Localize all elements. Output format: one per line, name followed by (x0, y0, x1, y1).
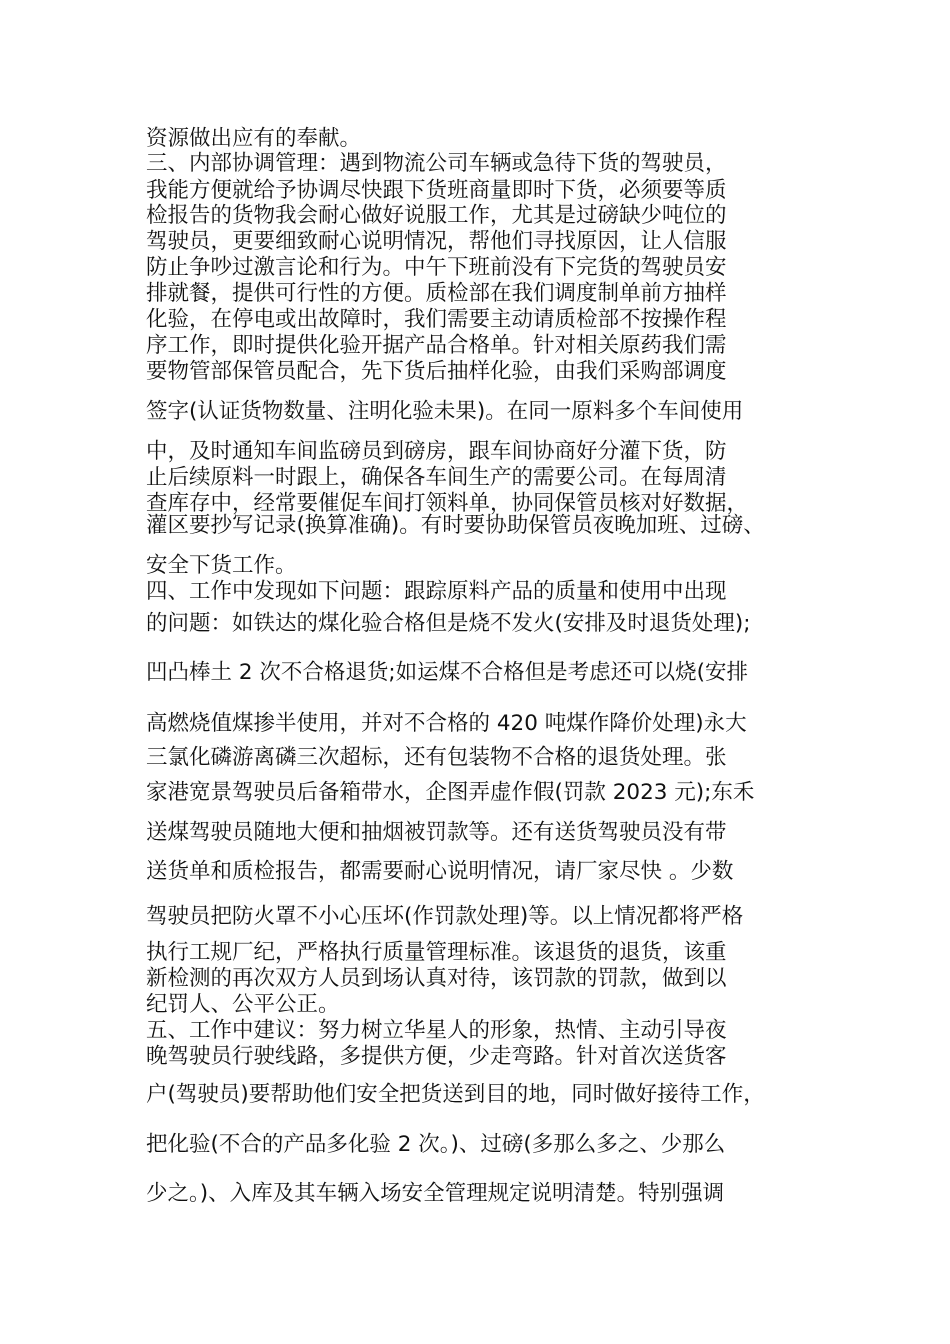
paragraph-line: 纪罚人、公平公正。 (146, 992, 340, 1017)
paragraph-line: 的问题：如铁达的煤化验合格但是烧不发火(安排及时退货处理); (146, 611, 751, 636)
paragraph-line: 安全下货工作。 (146, 553, 297, 578)
paragraph-line: 凹凸棒土 2 次不合格退货;如运煤不合格但是考虑还可以烧(安排 (146, 660, 748, 685)
paragraph-line: 我能方便就给予协调尽快跟下货班商量即时下货，必须要等质 (146, 178, 727, 203)
paragraph-line: 把化验(不合的产品多化验 2 次。)、过磅(多那么多之、少那么 (146, 1132, 726, 1157)
paragraph-line: 灌区要抄写记录(换算准确)。有时要协助保管员夜晚加班、过磅、 (146, 513, 765, 538)
paragraph-line: 四、工作中发现如下问题：跟踪原料产品的质量和使用中出现 (146, 579, 727, 604)
paragraph-line: 防止争吵过激言论和行为。中午下班前没有下完货的驾驶员安 (146, 255, 727, 280)
paragraph-line: 送货单和质检报告，都需要耐心说明情况，请厂家尽快 。少数 (146, 859, 734, 884)
paragraph-line: 五、工作中建议：努力树立华星人的形象，热情、主动引导夜 (146, 1018, 727, 1043)
paragraph-line: 签字(认证货物数量、注明化验未果)。在同一原料多个车间使用 (146, 399, 744, 424)
paragraph-line: 排就餐，提供可行性的方便。质检部在我们调度制单前方抽样 (146, 281, 727, 306)
paragraph-line: 驾驶员把防火罩不小心压坏(作罚款处理)等。以上情况都将严格 (146, 904, 744, 929)
paragraph-line: 止后续原料一时跟上，确保各车间生产的需要公司。在每周清 (146, 465, 727, 490)
paragraph-line: 检报告的货物我会耐心做好说服工作，尤其是过磅缺少吨位的 (146, 203, 727, 228)
paragraph-line: 三、内部协调管理：遇到物流公司车辆或急待下货的驾驶员， (146, 151, 727, 176)
paragraph-line: 新检测的再次双方人员到场认真对待，该罚款的罚款，做到以 (146, 966, 727, 991)
paragraph-line: 晚驾驶员行驶线路，多提供方便，少走弯路。针对首次送货客 (146, 1044, 727, 1069)
paragraph-line: 资源做出应有的奉献。 (146, 126, 362, 151)
paragraph-line: 化验，在停电或出故障时，我们需要主动请质检部不按操作程 (146, 307, 727, 332)
paragraph-line: 高燃烧值煤掺半使用，并对不合格的 420 吨煤作降价处理)永大 (146, 711, 747, 736)
paragraph-line: 户(驾驶员)要帮助他们安全把货送到目的地，同时做好接待工作， (146, 1082, 765, 1107)
paragraph-line: 三氯化磷游离磷三次超标，还有包装物不合格的退货处理。张 (146, 745, 727, 770)
paragraph-line: 家港宽景驾驶员后备箱带水，企图弄虚作假(罚款 2023 元);东禾 (146, 780, 755, 805)
paragraph-line: 驾驶员，更要细致耐心说明情况，帮他们寻找原因，让人信服 (146, 229, 727, 254)
paragraph-line: 执行工规厂纪，严格执行质量管理标准。该退货的退货，该重 (146, 940, 727, 965)
paragraph-line: 中，及时通知车间监磅员到磅房，跟车间协商好分灌下货，防 (146, 439, 727, 464)
paragraph-line: 送煤驾驶员随地大便和抽烟被罚款等。还有送货驾驶员没有带 (146, 820, 727, 845)
paragraph-line: 序工作，即时提供化验开据产品合格单。针对相关原药我们需 (146, 333, 727, 358)
paragraph-line: 少之。)、入库及其车辆入场安全管理规定说明清楚。特别强调 (146, 1181, 725, 1206)
paragraph-line: 查库存中，经常要催促车间打领料单，协同保管员核对好数据， (146, 491, 749, 516)
paragraph-line: 要物管部保管员配合，先下货后抽样化验，由我们采购部调度 (146, 359, 727, 384)
